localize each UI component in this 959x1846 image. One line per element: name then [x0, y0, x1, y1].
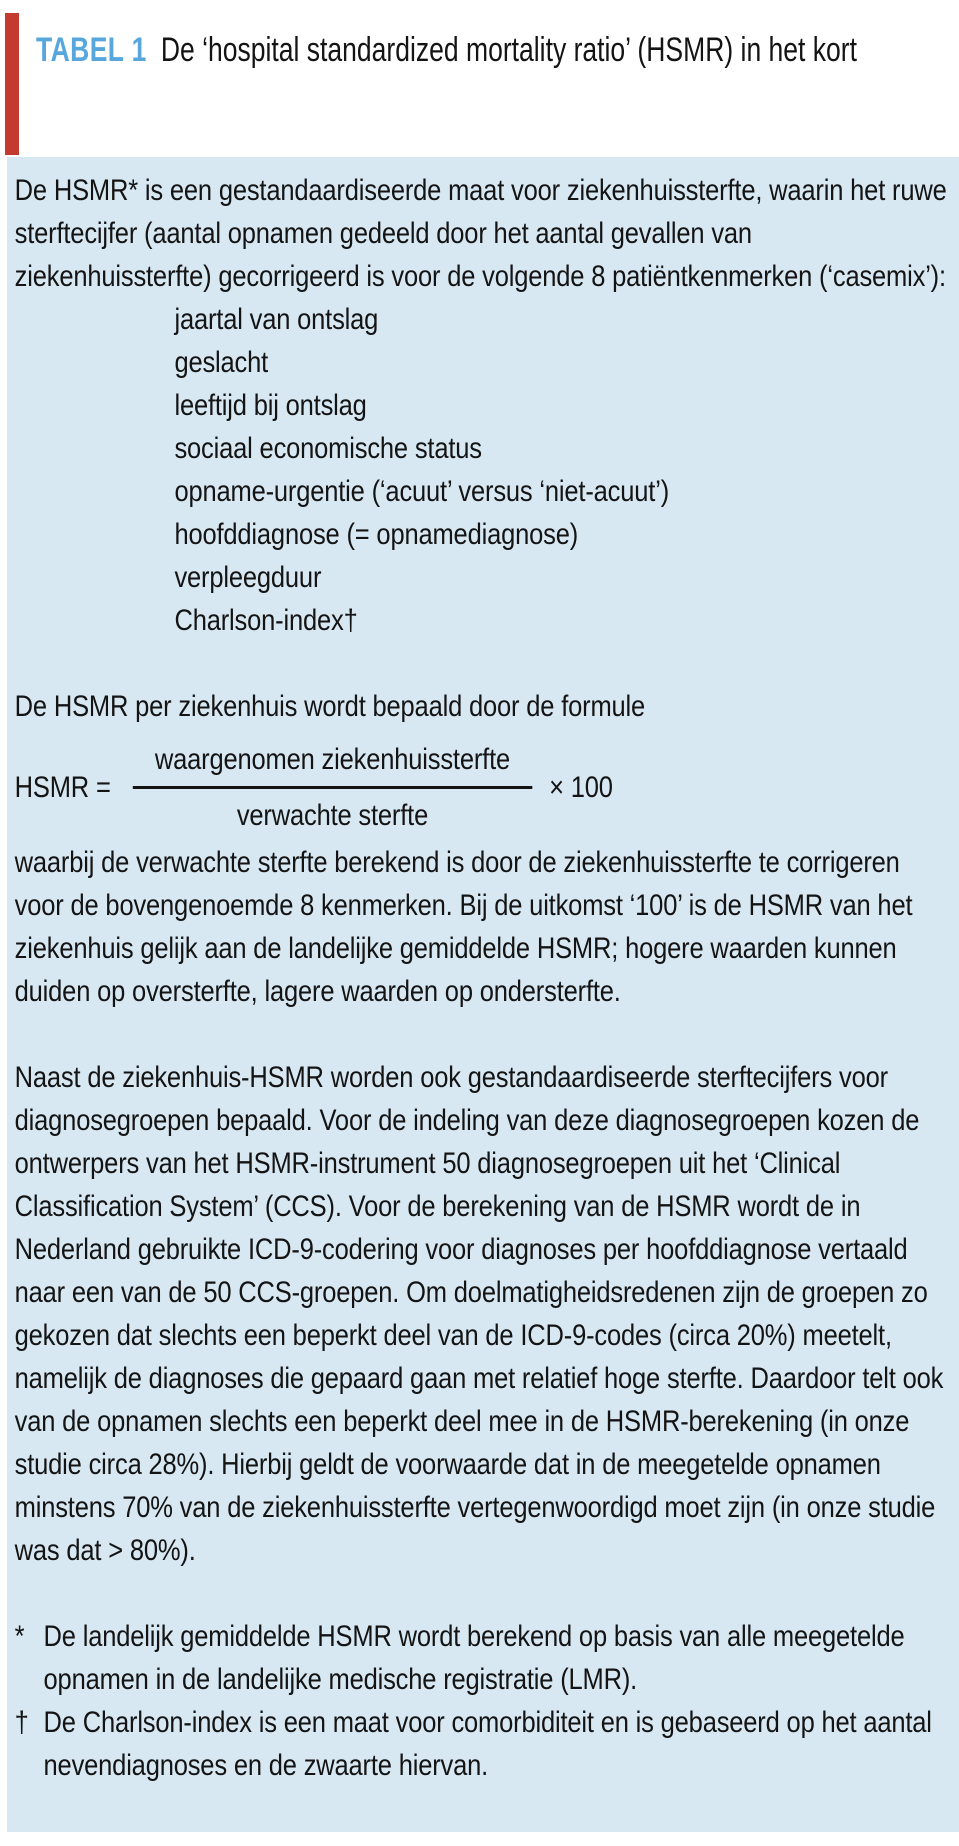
- casemix-item-verpleegduur: verpleegduur: [174, 561, 322, 594]
- intro-paragraph: De HSMR* is een gestandaardiseerde maat voor ziekenhuissterfte, waarin het ruwe sterftecijfer (aantal opnamen gedeeld door het aantal gevallen van ziekenhuissterfte) gecorrigeerd is voor de volgende 8 patiëntkenmerken (‘casemix’):: [14, 174, 947, 293]
- formula-multiplier: × 100: [549, 771, 613, 804]
- hsmr-formula: [15, 738, 951, 837]
- footnote-asterisk-marker: *: [14, 1620, 25, 1653]
- footnote-lmr: [15, 1615, 951, 1701]
- explanation-paragraph: waarbij de verwachte sterfte berekend is door de ziekenhuissterfte te corrigeren voor de bovengenoemde 8 kenmerken. Bij de uitkomst ‘100’ is de HSMR van het ziekenhuis gelijk aan de landelijke gemiddelde HSMR; hogere waarden kunnen duiden op oversterfte, lagere waarden op ondersterfte.: [14, 846, 913, 1008]
- casemix-item-jaartal: jaartal van ontslag: [174, 303, 379, 336]
- hsmr-info-box: [7, 157, 959, 1832]
- formula-fraction: [133, 738, 532, 837]
- table-title: De ‘hospital standardized mortality ratio’ (HSMR) in het kort: [160, 31, 858, 69]
- footnote-dagger-marker: †: [14, 1706, 29, 1739]
- casemix-item-urgentie: opname-urgentie (‘acuut’ versus ‘niet-acuut’): [174, 475, 670, 508]
- table-number-label: TABEL 1: [36, 31, 147, 69]
- footnotes: [15, 1615, 951, 1787]
- diagnosis-groups-paragraph: Naast de ziekenhuis-HSMR worden ook gestandaardiseerde sterftecijfers voor diagnosegroepen bepaald. Voor de indeling van deze diagnosegroepen kozen de ontwerpers van het HSMR-instrument 50 diagnosegroepen uit het ‘Clinical Classification System’ (CCS). Voor de berekening van de HSMR wordt de in Nederland gebruikte ICD-9-codering voor diagnoses per hoofddiagnose vertaald naar een van de 50 CCS-groepen. Om doelmatigheidsredenen zijn de groepen zo gekozen dat slechts een beperkt deel van de ICD-9-codes (circa 20%) meetelt, namelijk de diagnoses die gepaard gaan met relatief hoge sterfte. Daardoor telt ook van de opnamen slechts een beperkt deel mee in de HSMR-berekening (in onze studie circa 28%). Hierbij geldt de voorwaarde dat in de meegetelde opnamen minstens 70% van de ziekenhuissterfte vertegenwoordigd moet zijn (in onze studie was dat > 80%).: [14, 1061, 944, 1567]
- formula-lhs: HSMR =: [14, 771, 111, 804]
- casemix-item-hoofddiagnose: hoofddiagnose (= opnamediagnose): [174, 518, 579, 551]
- table-header-inner: [36, 30, 956, 70]
- casemix-item-leeftijd: leeftijd bij ontslag: [174, 389, 367, 422]
- formula-denominator: verwachte sterfte: [236, 799, 429, 832]
- accent-bar: [5, 13, 19, 155]
- table-header: [36, 30, 956, 70]
- casemix-list: [15, 298, 951, 642]
- casemix-item-charlson: Charlson-index†: [174, 604, 358, 637]
- casemix-item-sociaal: sociaal economische status: [174, 432, 482, 465]
- footnote-charlson-text: De Charlson-index is een maat voor comorbiditeit en is gebaseerd op het aantal nevendiagnoses en de zwaarte hiervan.: [43, 1706, 932, 1782]
- casemix-item-geslacht: geslacht: [174, 346, 269, 379]
- info-box-content: [7, 157, 959, 1787]
- footnote-lmr-text: De landelijk gemiddelde HSMR wordt berekend op basis van alle meegetelde opnamen in de landelijke medische registratie (LMR).: [43, 1620, 905, 1696]
- footnote-charlson: [15, 1701, 951, 1787]
- formula-intro: De HSMR per ziekenhuis wordt bepaald door de formule: [14, 690, 646, 723]
- formula-numerator: waargenomen ziekenhuissterfte: [133, 738, 532, 789]
